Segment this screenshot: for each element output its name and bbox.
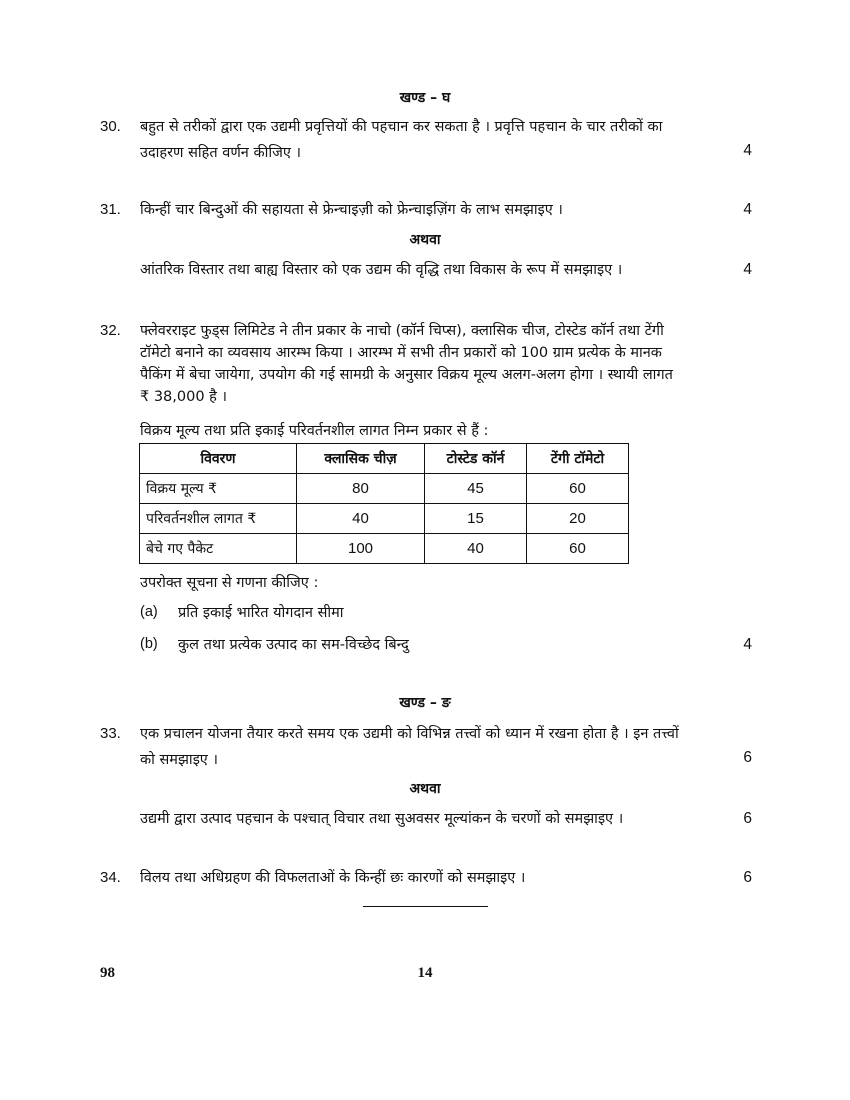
question-33-number: 33. (100, 725, 121, 742)
table-cell: परिवर्तनशील लागत ₹ (140, 504, 297, 534)
table-cell: 60 (527, 474, 629, 504)
table-cell: 40 (297, 504, 425, 534)
question-32-table-intro: विक्रय मूल्य तथा प्रति इकाई परिवर्तनशील लागत निम्न प्रकार से हैं : (140, 423, 489, 439)
question-31-alt-text: आंतरिक विस्तार तथा बाह्य विस्तार को एक उद्यम की वृद्धि तथा विकास के रूप में समझाइए । (140, 262, 623, 278)
table-cell: 45 (425, 474, 527, 504)
question-31-text: किन्हीं चार बिन्दुओं की सहायता से फ्रेन्चाइज़ी को फ्रेन्चाइज़िंग के लाभ समझाइए । (140, 202, 563, 218)
table-header-cell: क्लासिक चीज़ (297, 444, 425, 474)
table-header-row (140, 444, 629, 474)
question-33-alt-marks: 6 (743, 810, 752, 827)
question-32-part-a-text: प्रति इकाई भारित योगदान सीमा (178, 605, 344, 621)
question-32-line-2: टॉमेटो बनाने का व्यवसाय आरम्भ किया । आरम्भ में सभी तीन प्रकारों को 100 ग्राम प्रत्येक के मानक (140, 345, 662, 361)
footer-code: 98 (100, 965, 115, 981)
question-31-or-label: अथवा (409, 232, 441, 248)
question-30-line-1: बहुत से तरीकों द्वारा एक उद्यमी प्रवृत्तियों की पहचान कर सकता है । प्रवृत्ति पहचान के चार तरीकों का (140, 119, 663, 135)
question-32-line-3: पैकिंग में बेचा जायेगा, उपयोग की गई सामग्री के अनुसार विक्रय मूल्य अलग-अलग होगा । स्थायी लागत (140, 367, 673, 383)
question-30-line-2: उदाहरण सहित वर्णन कीजिए । (140, 145, 301, 161)
question-33-line-2: को समझाइए । (140, 752, 218, 768)
question-32-line-1: फ्लेवरराइट फुड्स लिमिटेड ने तीन प्रकार के नाचो (कॉर्न चिप्स), क्लासिक चीज, टोस्टेड कॉर्न तथा टेंगी (140, 323, 664, 339)
question-33-marks: 6 (743, 749, 752, 766)
question-33-line-1: एक प्रचालन योजना तैयार करते समय एक उद्यमी को विभिन्न तत्त्वों को ध्यान में रखना होता है । इन तत्त्वों (140, 726, 679, 742)
question-31-number: 31. (100, 201, 121, 218)
table-cell: 100 (297, 534, 425, 564)
question-32-text (140, 320, 730, 408)
table-header-cell: विवरण (140, 444, 297, 474)
table-row (140, 474, 629, 504)
question-32-part-b-label: (b) (140, 636, 158, 652)
table-cell: बेचे गए पैकेट (140, 534, 297, 564)
question-34-marks: 6 (743, 869, 752, 886)
question-34-number: 34. (100, 869, 121, 886)
question-33-or-label: अथवा (409, 781, 441, 797)
end-rule (363, 906, 488, 907)
table-row (140, 504, 629, 534)
table-cell: 40 (425, 534, 527, 564)
cost-table (139, 443, 629, 564)
question-30-marks: 4 (743, 142, 752, 159)
table-cell: 20 (527, 504, 629, 534)
table-cell: 15 (425, 504, 527, 534)
question-32-number: 32. (100, 322, 121, 339)
table-cell: विक्रय मूल्य ₹ (140, 474, 297, 504)
table-cell: 60 (527, 534, 629, 564)
question-30-text (140, 116, 730, 164)
question-33-alt-text: उद्यमी द्वारा उत्पाद पहचान के पश्चात् विचार तथा सुअवसर मूल्यांकन के चरणों को समझाइए । (140, 811, 624, 827)
section-d-title: खण्ड – घ (399, 90, 451, 106)
question-31-alt-marks: 4 (743, 261, 752, 278)
question-32-line-4: ₹ 38,000 है । (140, 389, 227, 405)
question-32-part-a-label: (a) (140, 604, 158, 620)
question-32-part-b-text: कुल तथा प्रत्येक उत्पाद का सम-विच्छेद बिन्दु (178, 637, 409, 653)
section-e-title: खण्ड – ङ (399, 695, 451, 711)
table-row (140, 534, 629, 564)
question-31-marks: 4 (743, 201, 752, 218)
question-33-text (140, 723, 730, 771)
table-header-cell: टेंगी टॉमेटो (527, 444, 629, 474)
question-30-number: 30. (100, 118, 121, 135)
question-34-text: विलय तथा अधिग्रहण की विफलताओं के किन्हीं छः कारणों को समझाइए । (140, 870, 526, 886)
question-32-marks: 4 (743, 636, 752, 653)
table-header-cell: टोस्टेड कॉर्न (425, 444, 527, 474)
footer-page-number: 14 (417, 965, 433, 981)
table-cell: 80 (297, 474, 425, 504)
question-32-calc-intro: उपरोक्त सूचना से गणना कीजिए : (140, 575, 319, 591)
